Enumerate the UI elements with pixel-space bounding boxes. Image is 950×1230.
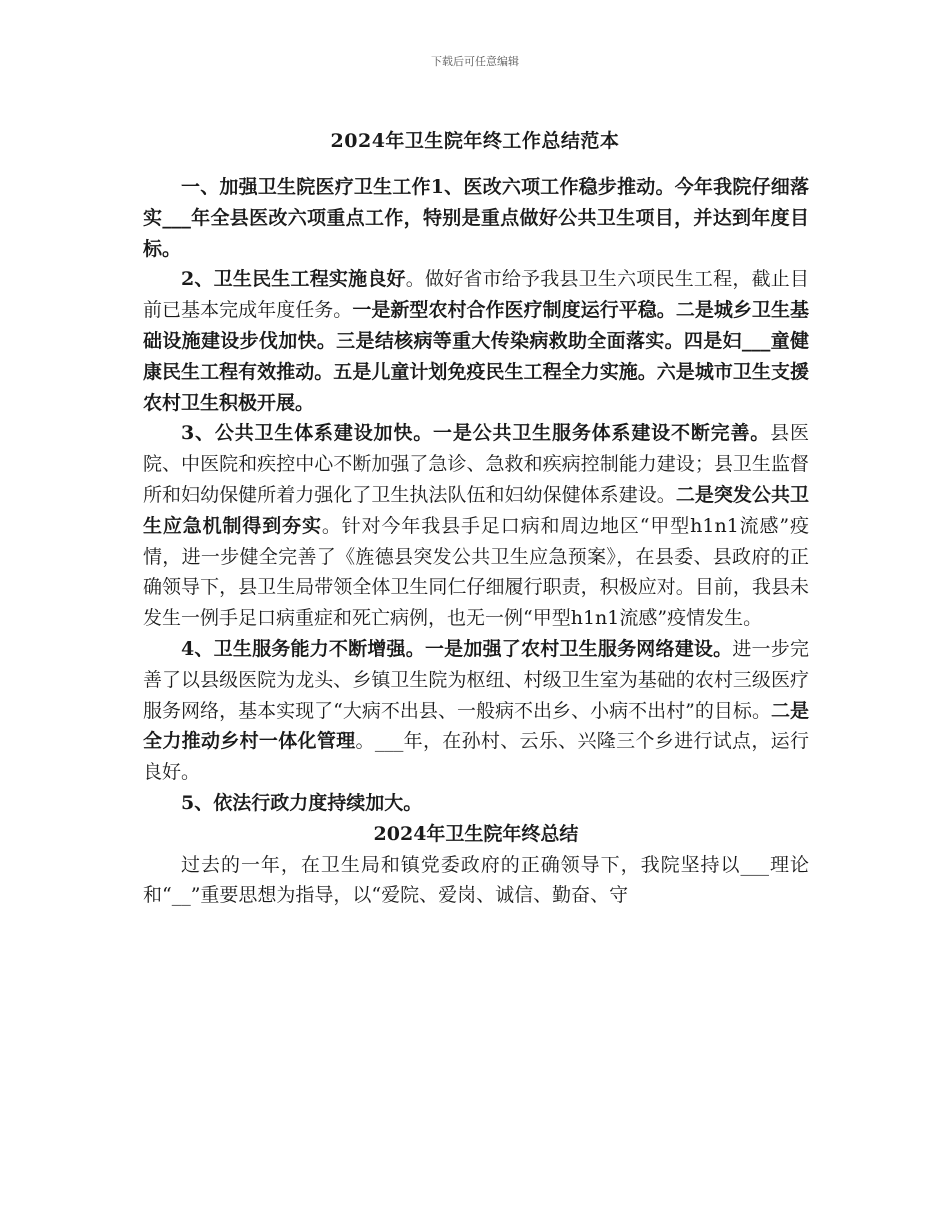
document-title: 2024年卫生院年终工作总结范本 bbox=[330, 130, 620, 152]
paragraph-1-bold: 一、加强卫生院医疗卫生工作1、医改六项工作稳步推动。今年我院仔细落实___年全县医改六项重点工作，特别是重点做好公共卫生项目，并达到年度目标。 bbox=[143, 176, 809, 260]
paragraph-6 bbox=[143, 850, 809, 912]
paragraph-4-text-2: 。___年，在孙村、云乐、兴隆三个乡进行试点，运行良好。 bbox=[143, 730, 809, 784]
paragraph-3-text: 县医院、中医院和疾控中心不断加强了急诊、急救和疾病控制能力建设；县卫生监督所和妇幼保健所着力强化了卫生执法队伍和妇幼保健体系建设。 bbox=[143, 422, 809, 506]
paragraph-2-bold-text: 一是新型农村合作医疗制度运行平稳。二是城乡卫生基础设施建设步伐加快。三是结核病等重大传染病救助全面落实。四是妇___童健康民生工程有效推动。五是儿童计划免疫民生工程全力实施。六是城市卫生支援农村卫生积极开展。 bbox=[143, 299, 809, 414]
paragraph-3-heading: 3、公共卫生体系建设加快。一是公共卫生服务体系建设不断完善。 bbox=[181, 422, 771, 445]
paragraph-4-bold-text: 二是全力推动乡村一体化管理 bbox=[143, 699, 809, 753]
paragraph-5 bbox=[143, 788, 809, 819]
section-title: 2024年卫生院年终总结 bbox=[373, 822, 579, 845]
paragraph-1 bbox=[143, 172, 809, 264]
paragraph-3-text-2: 。针对今年我县手足口病和周边地区“甲型h1n1流感”疫情，进一步健全完善了《旌德县突发公共卫生应急预案》，在县委、县政府的正确领导下，县卫生局带领全体卫生同仁仔细履行职责，积极应对。目前，我县未发生一例手足口病重症和死亡病例，也无一例“甲型h1n1流感”疫情发生。 bbox=[143, 514, 809, 630]
paragraph-2-heading: 2、卫生民生工程实施良好 bbox=[181, 268, 406, 291]
paragraph-4-text: 进一步完善了以县级医院为龙头、乡镇卫生院为枢纽、村级卫生室为基础的农村三级医疗服务网络，基本实现了“大病不出县、一般病不出乡、小病不出村”的目标。 bbox=[143, 637, 809, 722]
paragraph-3 bbox=[143, 418, 809, 634]
paragraph-6-text: 过去的一年，在卫生局和镇党委政府的正确领导下，我院坚持以___理论和“__”重要思想为指导，以“爱院、爱岗、诚信、勤奋、守 bbox=[143, 853, 809, 907]
paragraph-5-bold: 5、依法行政力度持续加大。 bbox=[181, 791, 423, 814]
paragraph-4 bbox=[143, 634, 809, 788]
paragraph-2 bbox=[143, 264, 809, 418]
document-body bbox=[143, 172, 809, 911]
paragraph-3-bold-text: 二是突发公共卫生应急机制得到夯实 bbox=[143, 483, 809, 537]
header-note: 下载后可任意编辑 bbox=[431, 55, 519, 68]
paragraph-4-heading: 4、卫生服务能力不断增强。一是加强了农村卫生服务网络建设。 bbox=[181, 637, 733, 660]
paragraph-2-text: 。做好省市给予我县卫生六项民生工程，截止目前已基本完成年度任务。 bbox=[143, 268, 809, 322]
